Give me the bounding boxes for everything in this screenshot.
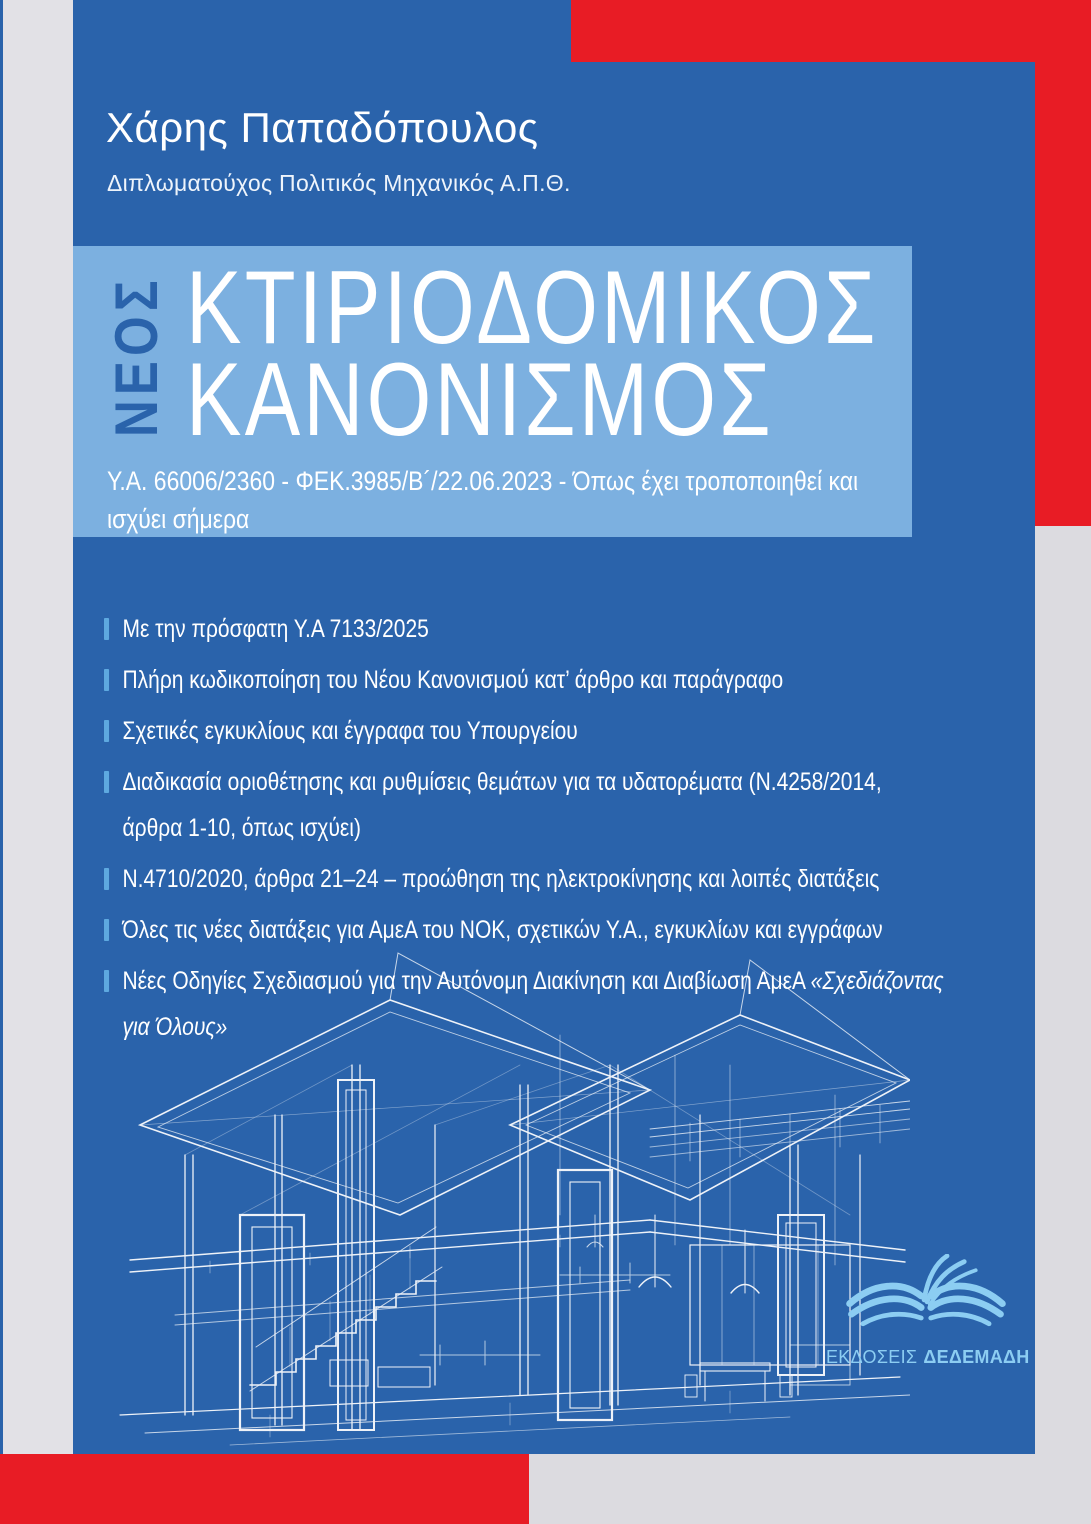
author-credentials: Διπλωματούχος Πολιτικός Μηχανικός Α.Π.Θ. (107, 170, 571, 196)
list-item (104, 759, 944, 851)
title-line-1: ΚΤΙΡΙΟΔΟΜΙΚΟΣ (186, 250, 879, 366)
bullet-bar-icon (104, 618, 109, 640)
list-item (104, 856, 944, 902)
bullet-bar-icon (104, 868, 109, 890)
title-subtitle: Υ.Α. 66006/2360 - ΦΕΚ.3985/Β´/22.06.2023 - Όπως έχει τροποποιηθεί και ισχύει σήμερα (107, 466, 859, 534)
list-item-text-italic: «Σχεδιάζοντας για Όλους» (122, 967, 944, 1041)
list-item-text: Σχετικές εγκυκλίους και έγγραφα του Υπουργείου (122, 717, 578, 745)
left-gray-stripe (3, 0, 73, 1454)
publisher-logo (826, 1254, 1030, 1368)
right-gray-stripe (1035, 526, 1091, 1524)
publisher-name-regular: ΕΚΔΟΣΕΙΣ (826, 1347, 918, 1367)
title-vertical-prefix: ΝΕΟΣ (103, 275, 170, 437)
bullet-bar-icon (104, 669, 109, 691)
list-item-text: Διαδικασία οριοθέτησης και ρυθμίσεις θεμάτων για τα υδατορέματα (Ν.4258/2014, άρθρα 1-10, όπως ισχύει) (122, 768, 882, 842)
publisher-name-bold: ΔΕΔΕΜΑΔΗ (923, 1347, 1030, 1367)
list-item-text: Ν.4710/2020, άρθρα 21–24 – προώθηση της ηλεκτροκίνησης και λοιπές διατάξεις (122, 865, 880, 893)
list-item-text: Όλες τις νέες διατάξεις για ΑμεΑ του ΝΟΚ, σχετικών Υ.Α., εγκυκλίων και εγγράφων (122, 916, 883, 944)
bullet-bar-icon (104, 720, 109, 742)
bullet-bar-icon (104, 771, 109, 793)
top-right-red-block (571, 0, 1091, 62)
publisher-name (826, 1347, 1030, 1368)
list-item (104, 708, 944, 754)
list-item (104, 606, 944, 652)
list-item-text: Νέες Οδηγίες Σχεδιασμού για την Αυτόνομη Διακίνηση και Διαβίωση ΑμεΑ (122, 967, 811, 995)
bottom-red-block (0, 1454, 529, 1524)
title-line-2: ΚΑΝΟΝΙΣΜΟΣ (186, 342, 774, 458)
building-wireframe-graphic (90, 915, 910, 1460)
open-book-icon (836, 1254, 1016, 1340)
right-red-bar (1035, 62, 1091, 526)
list-item-text: Με την πρόσφατη Υ.Α 7133/2025 (122, 615, 429, 643)
list-item-text: Πλήρη κωδικοποίηση του Νέου Κανονισμού κατ’ άρθρο και παράγραφο (122, 666, 784, 694)
list-item (104, 657, 944, 703)
author-name: Χάρης Παπαδόπουλος (106, 104, 539, 151)
bottom-gray-block (529, 1454, 1091, 1524)
